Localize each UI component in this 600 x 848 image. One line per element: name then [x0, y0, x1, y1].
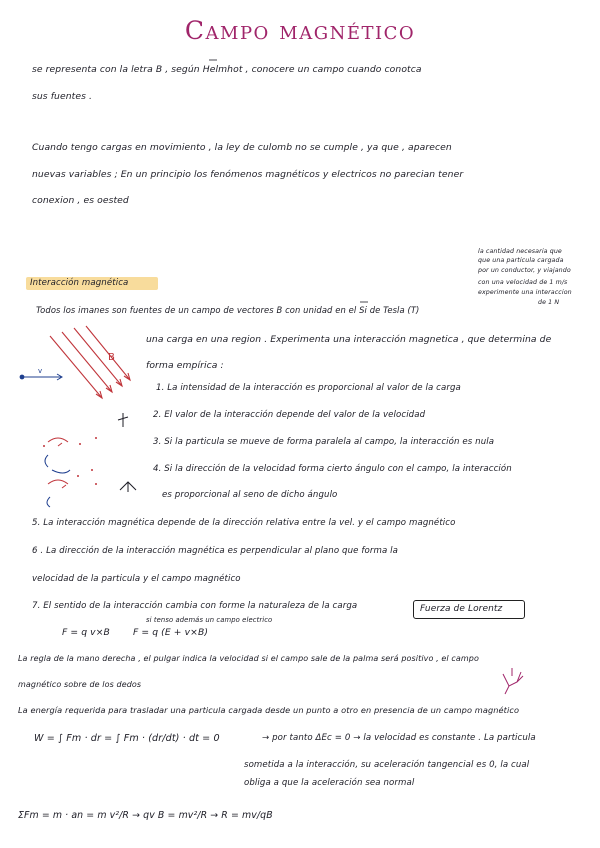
side-note-line-2: que una particula cargada: [478, 257, 564, 264]
energy-line: La energía requerida para trasladar una particula cargada desde un punto a otro en presencia de un campo magnético: [18, 705, 520, 715]
list-item-2: 2. El valor de la interacción depende del valor de la velocidad: [153, 410, 426, 420]
list-item-6-cont: velocidad de la particula y el campo magnético: [32, 574, 241, 584]
dots: [43, 437, 97, 485]
magnet-doodle: [45, 438, 70, 507]
right-hand-rule-2: magnético sobre de los dedos: [18, 680, 142, 689]
list-item-6: 6 . La dirección de la interacción magnética es perpendicular al plano que forma la: [32, 546, 398, 556]
list-item-7: 7. El sentido de la interacción cambia con forme la naturaleza de la carga: [32, 601, 358, 611]
radius-equation: ΣFm = m · an = m v²/R → qv B = mv²/R → R = mv/qB: [18, 810, 273, 821]
work-result: → por tanto ΔEc = 0 → la velocidad es constante . La particula: [262, 733, 536, 743]
body-line-2: una carga en una region . Experimenta una interacción magnetica , que determina de: [146, 334, 552, 345]
formula-lorentz-full: F = q (E + v×B): [133, 627, 209, 638]
formula-note: si tenso además un campo electrico: [146, 616, 273, 624]
side-note-line-1: la cantidad necesaria que: [478, 248, 562, 255]
intro-line-2: sus fuentes .: [32, 91, 93, 102]
formula-lorentz: F = q v×B: [62, 627, 110, 638]
conclusion-line-2: obliga a que la aceleración sea normal: [244, 778, 415, 788]
side-note-line-4: con una velocidad de 1 m/s: [478, 279, 568, 286]
list-item-5: 5. La interacción magnética depende de la dirección relativa entre la vel. y el campo magnético: [32, 518, 456, 528]
para2-line-3: conexion , es oested: [32, 195, 129, 206]
field-lines: [50, 326, 130, 398]
section-heading: Interacción magnética: [30, 278, 129, 288]
list-item-1: 1. La intensidad de la interacción es proporcional al valor de la carga: [156, 383, 461, 393]
side-note-line-6: de 1 N: [538, 299, 560, 306]
list-item-4: 4. Si la dirección de la velocidad forma cierto ángulo con el campo, la interacción: [153, 464, 512, 474]
body-line-1: Todos los imanes son fuentes de un campo de vectores B con unidad en el Si de Tesla (T): [36, 305, 420, 315]
para2-line-1: Cuando tengo cargas en movimiento , la ley de culomb no se cumple , ya que , aparecen: [32, 142, 452, 153]
hand-icon: [503, 668, 523, 694]
para2-line-2: nuevas variables ; En un principio los fenómenos magnéticos y electricos no parecian tener: [32, 169, 464, 180]
lorentz-label: Fuerza de Lorentz: [420, 604, 503, 614]
list-item-3: 3. Si la particula se mueve de forma paralela al campo, la interacción es nula: [153, 437, 495, 447]
vector-arrows: [209, 60, 368, 302]
page-title: Campo magnético: [184, 16, 416, 45]
axes-doodle: [118, 413, 136, 492]
work-equation: W = ∫ Fm · dr = ∫ Fm · (dr/dt) · dt = 0: [34, 733, 220, 744]
intro-line-1: se representa con la letra B , según Helmhot , conocere un campo cuando conotca: [32, 64, 422, 75]
right-hand-rule-1: La regla de la mano derecha , el pulgar indica la velocidad si el campo sale de la palma será positivo , el campo: [18, 654, 479, 663]
side-note-line-3: por un conductor, y viajando: [478, 267, 571, 274]
conclusion-line-1: sometida a la interacción, su aceleración tangencial es 0, la cual: [244, 760, 530, 770]
body-line-3: forma empírica :: [146, 360, 224, 371]
field-b-label: B: [108, 352, 115, 363]
list-item-4-cont: es proporcional al seno de dicho ángulo: [162, 490, 338, 500]
particle-v-label: v: [38, 367, 43, 375]
side-note-line-5: experimente una interaccion: [478, 289, 572, 296]
